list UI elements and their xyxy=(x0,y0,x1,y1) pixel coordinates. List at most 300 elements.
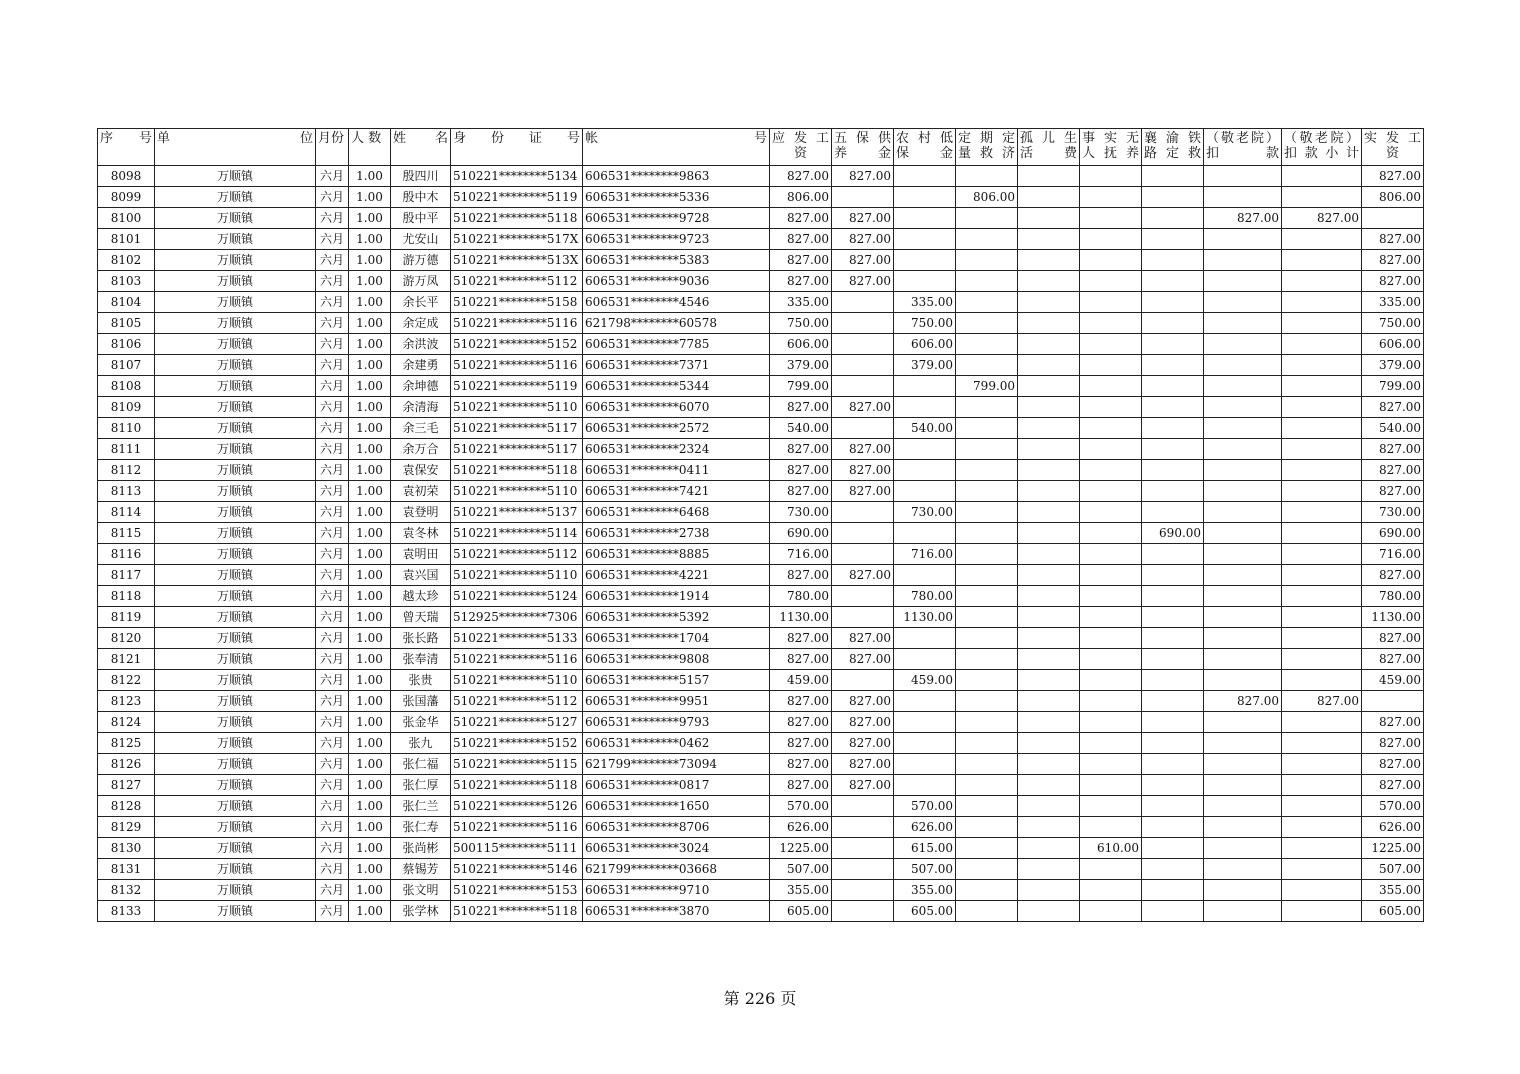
cell-id: 510221********517X xyxy=(451,229,583,250)
cell-net: 827.00 xyxy=(1362,775,1424,796)
table-row xyxy=(98,607,1424,628)
cell-net: 827.00 xyxy=(1362,229,1424,250)
cell-orphan xyxy=(1018,502,1080,523)
cell-dingqi xyxy=(956,796,1018,817)
table-row xyxy=(98,754,1424,775)
cell-account: 606531********5383 xyxy=(583,250,770,271)
header-net: 实 发 工 资 xyxy=(1362,129,1424,166)
cell-unit: 万顺镇 xyxy=(155,691,316,712)
cell-name: 殷中木 xyxy=(391,187,451,208)
cell-gross: 459.00 xyxy=(770,670,832,691)
cell-deduct-subtotal xyxy=(1282,565,1362,586)
cell-deduct xyxy=(1204,418,1282,439)
cell-net: 540.00 xyxy=(1362,418,1424,439)
cell-seq: 8110 xyxy=(98,418,155,439)
cell-net: 1225.00 xyxy=(1362,838,1424,859)
header-seq: 序 号 xyxy=(98,129,155,166)
cell-dingqi xyxy=(956,313,1018,334)
cell-deduct-subtotal xyxy=(1282,334,1362,355)
cell-shishi xyxy=(1080,229,1142,250)
cell-net xyxy=(1362,208,1424,229)
cell-unit: 万顺镇 xyxy=(155,670,316,691)
cell-orphan xyxy=(1018,565,1080,586)
cell-count: 1.00 xyxy=(349,544,391,565)
cell-gross: 1225.00 xyxy=(770,838,832,859)
cell-month: 六月 xyxy=(316,523,349,544)
cell-seq: 8116 xyxy=(98,544,155,565)
table-row xyxy=(98,712,1424,733)
cell-unit: 万顺镇 xyxy=(155,397,316,418)
cell-seq: 8126 xyxy=(98,754,155,775)
cell-net: 335.00 xyxy=(1362,292,1424,313)
cell-name: 尤安山 xyxy=(391,229,451,250)
table-row xyxy=(98,649,1424,670)
cell-month: 六月 xyxy=(316,376,349,397)
cell-deduct-subtotal xyxy=(1282,796,1362,817)
cell-dingqi xyxy=(956,628,1018,649)
cell-deduct-subtotal xyxy=(1282,523,1362,544)
cell-gross: 806.00 xyxy=(770,187,832,208)
cell-unit: 万顺镇 xyxy=(155,418,316,439)
cell-month: 六月 xyxy=(316,691,349,712)
cell-unit: 万顺镇 xyxy=(155,229,316,250)
cell-railway xyxy=(1142,859,1204,880)
cell-dibao: 540.00 xyxy=(894,418,956,439)
cell-deduct xyxy=(1204,376,1282,397)
cell-seq: 8129 xyxy=(98,817,155,838)
cell-id: 510221********5117 xyxy=(451,439,583,460)
cell-month: 六月 xyxy=(316,649,349,670)
cell-gross: 1130.00 xyxy=(770,607,832,628)
cell-gross: 827.00 xyxy=(770,208,832,229)
cell-deduct xyxy=(1204,649,1282,670)
table-row xyxy=(98,901,1424,922)
cell-name: 张仁福 xyxy=(391,754,451,775)
cell-dibao xyxy=(894,754,956,775)
table-row xyxy=(98,691,1424,712)
cell-deduct-subtotal xyxy=(1282,880,1362,901)
cell-wubao: 827.00 xyxy=(832,649,894,670)
cell-count: 1.00 xyxy=(349,460,391,481)
cell-dibao xyxy=(894,565,956,586)
table-row xyxy=(98,775,1424,796)
cell-railway xyxy=(1142,901,1204,922)
cell-dibao: 750.00 xyxy=(894,313,956,334)
cell-deduct-subtotal: 827.00 xyxy=(1282,208,1362,229)
cell-dingqi xyxy=(956,859,1018,880)
cell-id: 510221********5134 xyxy=(451,166,583,187)
table-row xyxy=(98,544,1424,565)
cell-id: 510221********5152 xyxy=(451,733,583,754)
cell-unit: 万顺镇 xyxy=(155,313,316,334)
cell-deduct-subtotal xyxy=(1282,712,1362,733)
cell-unit: 万顺镇 xyxy=(155,292,316,313)
cell-count: 1.00 xyxy=(349,649,391,670)
cell-name: 余万合 xyxy=(391,439,451,460)
cell-railway xyxy=(1142,607,1204,628)
cell-name: 殷四川 xyxy=(391,166,451,187)
cell-shishi xyxy=(1080,754,1142,775)
cell-orphan xyxy=(1018,271,1080,292)
cell-deduct-subtotal xyxy=(1282,586,1362,607)
header-deduct: （敬老院） 扣 款 xyxy=(1204,129,1282,166)
cell-orphan xyxy=(1018,544,1080,565)
cell-unit: 万顺镇 xyxy=(155,208,316,229)
cell-name: 张文明 xyxy=(391,880,451,901)
cell-dibao: 1130.00 xyxy=(894,607,956,628)
cell-orphan xyxy=(1018,733,1080,754)
cell-gross: 827.00 xyxy=(770,565,832,586)
cell-name: 余定成 xyxy=(391,313,451,334)
table-row xyxy=(98,586,1424,607)
cell-id: 510221********5119 xyxy=(451,187,583,208)
cell-seq: 8131 xyxy=(98,859,155,880)
cell-month: 六月 xyxy=(316,397,349,418)
cell-dibao: 730.00 xyxy=(894,502,956,523)
cell-count: 1.00 xyxy=(349,859,391,880)
cell-dingqi xyxy=(956,880,1018,901)
cell-id: 510221********5146 xyxy=(451,859,583,880)
cell-railway xyxy=(1142,502,1204,523)
cell-railway xyxy=(1142,691,1204,712)
cell-wubao: 827.00 xyxy=(832,439,894,460)
cell-count: 1.00 xyxy=(349,523,391,544)
table-row xyxy=(98,313,1424,334)
cell-month: 六月 xyxy=(316,166,349,187)
table-row xyxy=(98,292,1424,313)
cell-seq: 8101 xyxy=(98,229,155,250)
cell-unit: 万顺镇 xyxy=(155,586,316,607)
cell-dingqi xyxy=(956,166,1018,187)
cell-orphan xyxy=(1018,901,1080,922)
cell-railway xyxy=(1142,292,1204,313)
cell-deduct xyxy=(1204,775,1282,796)
cell-orphan xyxy=(1018,166,1080,187)
cell-gross: 799.00 xyxy=(770,376,832,397)
cell-net: 827.00 xyxy=(1362,712,1424,733)
cell-month: 六月 xyxy=(316,334,349,355)
cell-net: 459.00 xyxy=(1362,670,1424,691)
cell-month: 六月 xyxy=(316,502,349,523)
header-month: 月份 xyxy=(316,129,349,166)
data-table xyxy=(97,128,1424,922)
cell-deduct xyxy=(1204,880,1282,901)
cell-id: 510221********5126 xyxy=(451,796,583,817)
cell-railway xyxy=(1142,670,1204,691)
cell-wubao xyxy=(832,313,894,334)
cell-gross: 827.00 xyxy=(770,691,832,712)
cell-net: 780.00 xyxy=(1362,586,1424,607)
cell-net: 1130.00 xyxy=(1362,607,1424,628)
cell-id: 500115********5111 xyxy=(451,838,583,859)
cell-name: 张尚彬 xyxy=(391,838,451,859)
table-row xyxy=(98,481,1424,502)
cell-deduct: 827.00 xyxy=(1204,691,1282,712)
cell-account: 606531********6468 xyxy=(583,502,770,523)
cell-shishi xyxy=(1080,271,1142,292)
cell-railway xyxy=(1142,628,1204,649)
cell-seq: 8128 xyxy=(98,796,155,817)
cell-month: 六月 xyxy=(316,418,349,439)
header-dibao: 农 村 低 保 金 xyxy=(894,129,956,166)
cell-deduct xyxy=(1204,607,1282,628)
cell-wubao xyxy=(832,607,894,628)
cell-count: 1.00 xyxy=(349,775,391,796)
cell-id: 510221********5124 xyxy=(451,586,583,607)
cell-count: 1.00 xyxy=(349,292,391,313)
cell-name: 余坤德 xyxy=(391,376,451,397)
cell-account: 606531********9951 xyxy=(583,691,770,712)
cell-unit: 万顺镇 xyxy=(155,334,316,355)
cell-unit: 万顺镇 xyxy=(155,544,316,565)
cell-seq: 8124 xyxy=(98,712,155,733)
cell-dibao xyxy=(894,208,956,229)
cell-shishi xyxy=(1080,712,1142,733)
cell-account: 606531********9723 xyxy=(583,229,770,250)
cell-gross: 605.00 xyxy=(770,901,832,922)
cell-railway xyxy=(1142,250,1204,271)
cell-shishi xyxy=(1080,628,1142,649)
cell-name: 游万凤 xyxy=(391,271,451,292)
cell-orphan xyxy=(1018,817,1080,838)
cell-dibao: 459.00 xyxy=(894,670,956,691)
cell-name: 张奉清 xyxy=(391,649,451,670)
cell-deduct xyxy=(1204,397,1282,418)
cell-count: 1.00 xyxy=(349,229,391,250)
cell-unit: 万顺镇 xyxy=(155,628,316,649)
cell-id: 510221********5152 xyxy=(451,334,583,355)
cell-orphan xyxy=(1018,586,1080,607)
cell-unit: 万顺镇 xyxy=(155,817,316,838)
cell-shishi xyxy=(1080,586,1142,607)
cell-shishi xyxy=(1080,523,1142,544)
cell-dingqi xyxy=(956,901,1018,922)
cell-dingqi xyxy=(956,502,1018,523)
table-row xyxy=(98,733,1424,754)
cell-orphan xyxy=(1018,334,1080,355)
cell-deduct xyxy=(1204,901,1282,922)
header-account: 帐 号 xyxy=(583,129,770,166)
cell-seq: 8105 xyxy=(98,313,155,334)
cell-orphan xyxy=(1018,649,1080,670)
cell-wubao xyxy=(832,670,894,691)
cell-wubao xyxy=(832,901,894,922)
cell-dibao: 379.00 xyxy=(894,355,956,376)
cell-orphan xyxy=(1018,607,1080,628)
cell-account: 606531********9036 xyxy=(583,271,770,292)
cell-seq: 8112 xyxy=(98,460,155,481)
cell-gross: 606.00 xyxy=(770,334,832,355)
cell-id: 510221********5127 xyxy=(451,712,583,733)
cell-railway xyxy=(1142,754,1204,775)
cell-unit: 万顺镇 xyxy=(155,355,316,376)
cell-deduct-subtotal xyxy=(1282,439,1362,460)
cell-dingqi: 799.00 xyxy=(956,376,1018,397)
cell-railway xyxy=(1142,418,1204,439)
cell-orphan xyxy=(1018,628,1080,649)
cell-wubao: 827.00 xyxy=(832,754,894,775)
cell-seq: 8127 xyxy=(98,775,155,796)
cell-deduct-subtotal xyxy=(1282,754,1362,775)
cell-wubao xyxy=(832,187,894,208)
cell-unit: 万顺镇 xyxy=(155,754,316,775)
cell-account: 606531********9808 xyxy=(583,649,770,670)
cell-shishi xyxy=(1080,796,1142,817)
cell-dibao: 605.00 xyxy=(894,901,956,922)
cell-account: 606531********2572 xyxy=(583,418,770,439)
cell-account: 606531********9710 xyxy=(583,880,770,901)
cell-orphan xyxy=(1018,481,1080,502)
cell-deduct-subtotal xyxy=(1282,250,1362,271)
cell-dibao: 780.00 xyxy=(894,586,956,607)
cell-id: 510221********5119 xyxy=(451,376,583,397)
cell-id: 510221********5116 xyxy=(451,313,583,334)
cell-account: 606531********9863 xyxy=(583,166,770,187)
header-id: 身 份 证 号 xyxy=(451,129,583,166)
table-row xyxy=(98,376,1424,397)
cell-seq: 8123 xyxy=(98,691,155,712)
cell-seq: 8100 xyxy=(98,208,155,229)
header-shishi: 事 实 无 人 抚 养 xyxy=(1080,129,1142,166)
cell-orphan xyxy=(1018,208,1080,229)
cell-dingqi xyxy=(956,544,1018,565)
cell-dingqi xyxy=(956,649,1018,670)
cell-unit: 万顺镇 xyxy=(155,733,316,754)
cell-count: 1.00 xyxy=(349,250,391,271)
cell-deduct-subtotal xyxy=(1282,376,1362,397)
cell-dingqi xyxy=(956,208,1018,229)
cell-account: 606531********5392 xyxy=(583,607,770,628)
cell-gross: 827.00 xyxy=(770,397,832,418)
cell-id: 510221********5114 xyxy=(451,523,583,544)
cell-id: 510221********5110 xyxy=(451,565,583,586)
cell-account: 606531********4221 xyxy=(583,565,770,586)
cell-name: 游万德 xyxy=(391,250,451,271)
cell-seq: 8109 xyxy=(98,397,155,418)
cell-deduct-subtotal xyxy=(1282,460,1362,481)
cell-name: 袁明田 xyxy=(391,544,451,565)
cell-dingqi xyxy=(956,754,1018,775)
cell-railway xyxy=(1142,229,1204,250)
cell-id: 510221********5112 xyxy=(451,691,583,712)
cell-seq: 8102 xyxy=(98,250,155,271)
cell-gross: 570.00 xyxy=(770,796,832,817)
cell-railway xyxy=(1142,271,1204,292)
cell-gross: 730.00 xyxy=(770,502,832,523)
cell-net: 827.00 xyxy=(1362,481,1424,502)
cell-name: 袁初荣 xyxy=(391,481,451,502)
cell-shishi xyxy=(1080,313,1142,334)
cell-dibao xyxy=(894,460,956,481)
cell-dibao: 507.00 xyxy=(894,859,956,880)
cell-gross: 827.00 xyxy=(770,754,832,775)
cell-railway xyxy=(1142,796,1204,817)
cell-month: 六月 xyxy=(316,775,349,796)
cell-deduct-subtotal xyxy=(1282,418,1362,439)
cell-deduct-subtotal xyxy=(1282,649,1362,670)
cell-shishi xyxy=(1080,355,1142,376)
cell-dibao xyxy=(894,712,956,733)
cell-gross: 716.00 xyxy=(770,544,832,565)
table-row xyxy=(98,880,1424,901)
cell-account: 621799********73094 xyxy=(583,754,770,775)
cell-shishi xyxy=(1080,544,1142,565)
cell-wubao: 827.00 xyxy=(832,460,894,481)
table-row xyxy=(98,397,1424,418)
cell-railway xyxy=(1142,817,1204,838)
cell-deduct-subtotal xyxy=(1282,292,1362,313)
cell-net: 827.00 xyxy=(1362,397,1424,418)
cell-orphan xyxy=(1018,880,1080,901)
cell-orphan xyxy=(1018,229,1080,250)
cell-count: 1.00 xyxy=(349,796,391,817)
header-unit: 单 位 xyxy=(155,129,316,166)
cell-name: 张九 xyxy=(391,733,451,754)
cell-count: 1.00 xyxy=(349,733,391,754)
cell-wubao xyxy=(832,502,894,523)
cell-dibao xyxy=(894,376,956,397)
cell-deduct xyxy=(1204,271,1282,292)
cell-net: 606.00 xyxy=(1362,334,1424,355)
cell-id: 510221********5112 xyxy=(451,544,583,565)
cell-net: 827.00 xyxy=(1362,166,1424,187)
table-row xyxy=(98,355,1424,376)
cell-name: 余洪波 xyxy=(391,334,451,355)
cell-deduct-subtotal xyxy=(1282,817,1362,838)
cell-count: 1.00 xyxy=(349,271,391,292)
cell-month: 六月 xyxy=(316,901,349,922)
table-row xyxy=(98,817,1424,838)
cell-net: 827.00 xyxy=(1362,733,1424,754)
cell-dibao: 716.00 xyxy=(894,544,956,565)
cell-deduct-subtotal xyxy=(1282,670,1362,691)
cell-orphan xyxy=(1018,859,1080,880)
cell-dibao xyxy=(894,397,956,418)
cell-shishi xyxy=(1080,859,1142,880)
table-row xyxy=(98,838,1424,859)
cell-count: 1.00 xyxy=(349,586,391,607)
cell-net: 827.00 xyxy=(1362,649,1424,670)
cell-orphan xyxy=(1018,838,1080,859)
cell-deduct xyxy=(1204,586,1282,607)
cell-shishi xyxy=(1080,670,1142,691)
cell-railway xyxy=(1142,397,1204,418)
cell-id: 512925********7306 xyxy=(451,607,583,628)
cell-account: 606531********0817 xyxy=(583,775,770,796)
cell-orphan xyxy=(1018,397,1080,418)
cell-dibao xyxy=(894,523,956,544)
header-dingqi: 定 期 定 量 救 济 xyxy=(956,129,1018,166)
cell-gross: 827.00 xyxy=(770,460,832,481)
cell-deduct xyxy=(1204,544,1282,565)
cell-wubao: 827.00 xyxy=(832,565,894,586)
cell-month: 六月 xyxy=(316,565,349,586)
cell-deduct xyxy=(1204,523,1282,544)
cell-dingqi xyxy=(956,586,1018,607)
cell-shishi xyxy=(1080,460,1142,481)
cell-month: 六月 xyxy=(316,670,349,691)
cell-unit: 万顺镇 xyxy=(155,187,316,208)
cell-unit: 万顺镇 xyxy=(155,901,316,922)
cell-seq: 8104 xyxy=(98,292,155,313)
cell-account: 606531********7421 xyxy=(583,481,770,502)
cell-month: 六月 xyxy=(316,229,349,250)
cell-unit: 万顺镇 xyxy=(155,796,316,817)
cell-gross: 827.00 xyxy=(770,649,832,670)
cell-wubao xyxy=(832,838,894,859)
table-row xyxy=(98,460,1424,481)
cell-count: 1.00 xyxy=(349,376,391,397)
